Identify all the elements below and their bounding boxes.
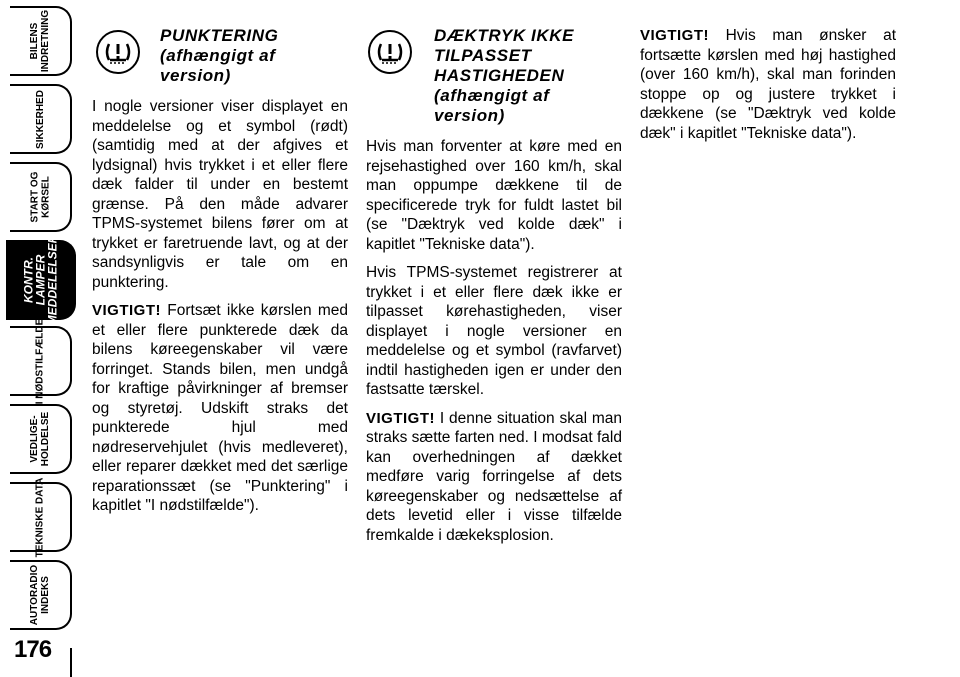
tab-label: BILENS INDRETNING [29, 9, 52, 73]
tab-label: TEKNISKE DATA [34, 477, 46, 557]
paragraph: VIGTIGT! Fortsæt ikke kørslen med et eller flere punkterede dæk da bilens køreegenskaber vil være forringet. Stands bilen, men undgå for kraftige påvirkninger af bremser og styretøj. Udskift straks det punkterede hjul med nødreservehjulet (hvis medleveret), eller reparer dækket med det særlige reparationssæt (se "Punktering" i kapitlet "I nødstilfælde"). [92, 302, 348, 514]
tab-i-nodstilfaelde[interactable] [10, 318, 72, 404]
tab-kontr-lamper[interactable] [6, 234, 76, 326]
tab-label: I NØDSTILFÆLDE [34, 318, 46, 404]
tab-autoradio-indeks[interactable] [10, 560, 72, 630]
important-label: VIGTIGT! [366, 409, 435, 427]
paragraph: Hvis TPMS-systemet registrerer at trykket i et eller flere dæk ikke er tilpasset kørehastigheden, viser displayet i nogle versioner en meddelelse og et symbol (ravfarvet) indtil hastigheden igen er under den fastsatte tærskel. [366, 264, 622, 398]
tab-bilens-indretning[interactable] [10, 6, 72, 76]
tab-label: KONTR. LAMPER MEDDELELSER [21, 234, 59, 326]
section-heading-punktering: PUNKTERING (afhængigt af version) [160, 26, 279, 85]
paragraph: Hvis man forventer at køre med en rejsehastighed over 160 km/h, skal man oppumpe dækkene til de specificerede tryk for fuldt lastet bil (se "Dæktryk ved kolde dæk" i kapitlet "Tekniske data"). [366, 138, 622, 253]
tab-vedligeholdelse[interactable] [10, 404, 72, 474]
tab-label: AUTORADIO INDEKS [29, 564, 51, 626]
page-number: 176 [14, 636, 52, 663]
tab-label: VEDLIGE- HOLDELSE [28, 411, 51, 467]
column-2 [366, 137, 622, 554]
tyre-pressure-warning-icon [96, 30, 140, 74]
tab-label: SIKKERHED [34, 89, 46, 149]
column-1 [92, 97, 348, 525]
chapter-sidebar [0, 0, 78, 677]
tyre-pressure-warning-icon [368, 30, 412, 74]
tab-sikkerhed[interactable] [10, 84, 72, 154]
important-label: VIGTIGT! [640, 27, 709, 44]
section-heading-daektryk: DÆKTRYK IKKE TILPASSET HASTIGHEDEN (afhængigt af version) [434, 26, 575, 125]
paragraph: VIGTIGT! Hvis man ønsker at fortsætte kørslen med høj hastighed (over 160 km/h), skal man forinden stoppe op og justere trykket i dækkene (se "Dæktryk ved kolde dæk" i kapitlet "Tekniske data"). [640, 27, 896, 142]
column-3 [640, 26, 896, 152]
paragraph: VIGTIGT! I denne situation skal man straks sætte farten ned. I modsat fald kan overhedningen af dækket medføre varig forringelse af dets køreegenskaber og nedsættelse af dets levetid eller i visse tilfælde fremkalde i dækeksplosion. [366, 409, 622, 544]
tab-label: START OG KØRSEL [29, 171, 51, 223]
divider [70, 648, 72, 677]
tab-start-og-korsel[interactable] [10, 162, 72, 232]
paragraph: I nogle versioner viser displayet en meddelelse og et symbol (rødt) (samtidig med at der afgives et lydsignal) hvis trykket i et eller flere dæk falder til under en bestemt grænse. På den måde advarer TPMS-systemet bilens fører om at trykket er faretruende lavt, og at der sandsynligvis er tale om en punktering. [92, 98, 348, 291]
tab-tekniske-data[interactable] [10, 477, 72, 557]
important-label: VIGTIGT! [92, 302, 161, 319]
